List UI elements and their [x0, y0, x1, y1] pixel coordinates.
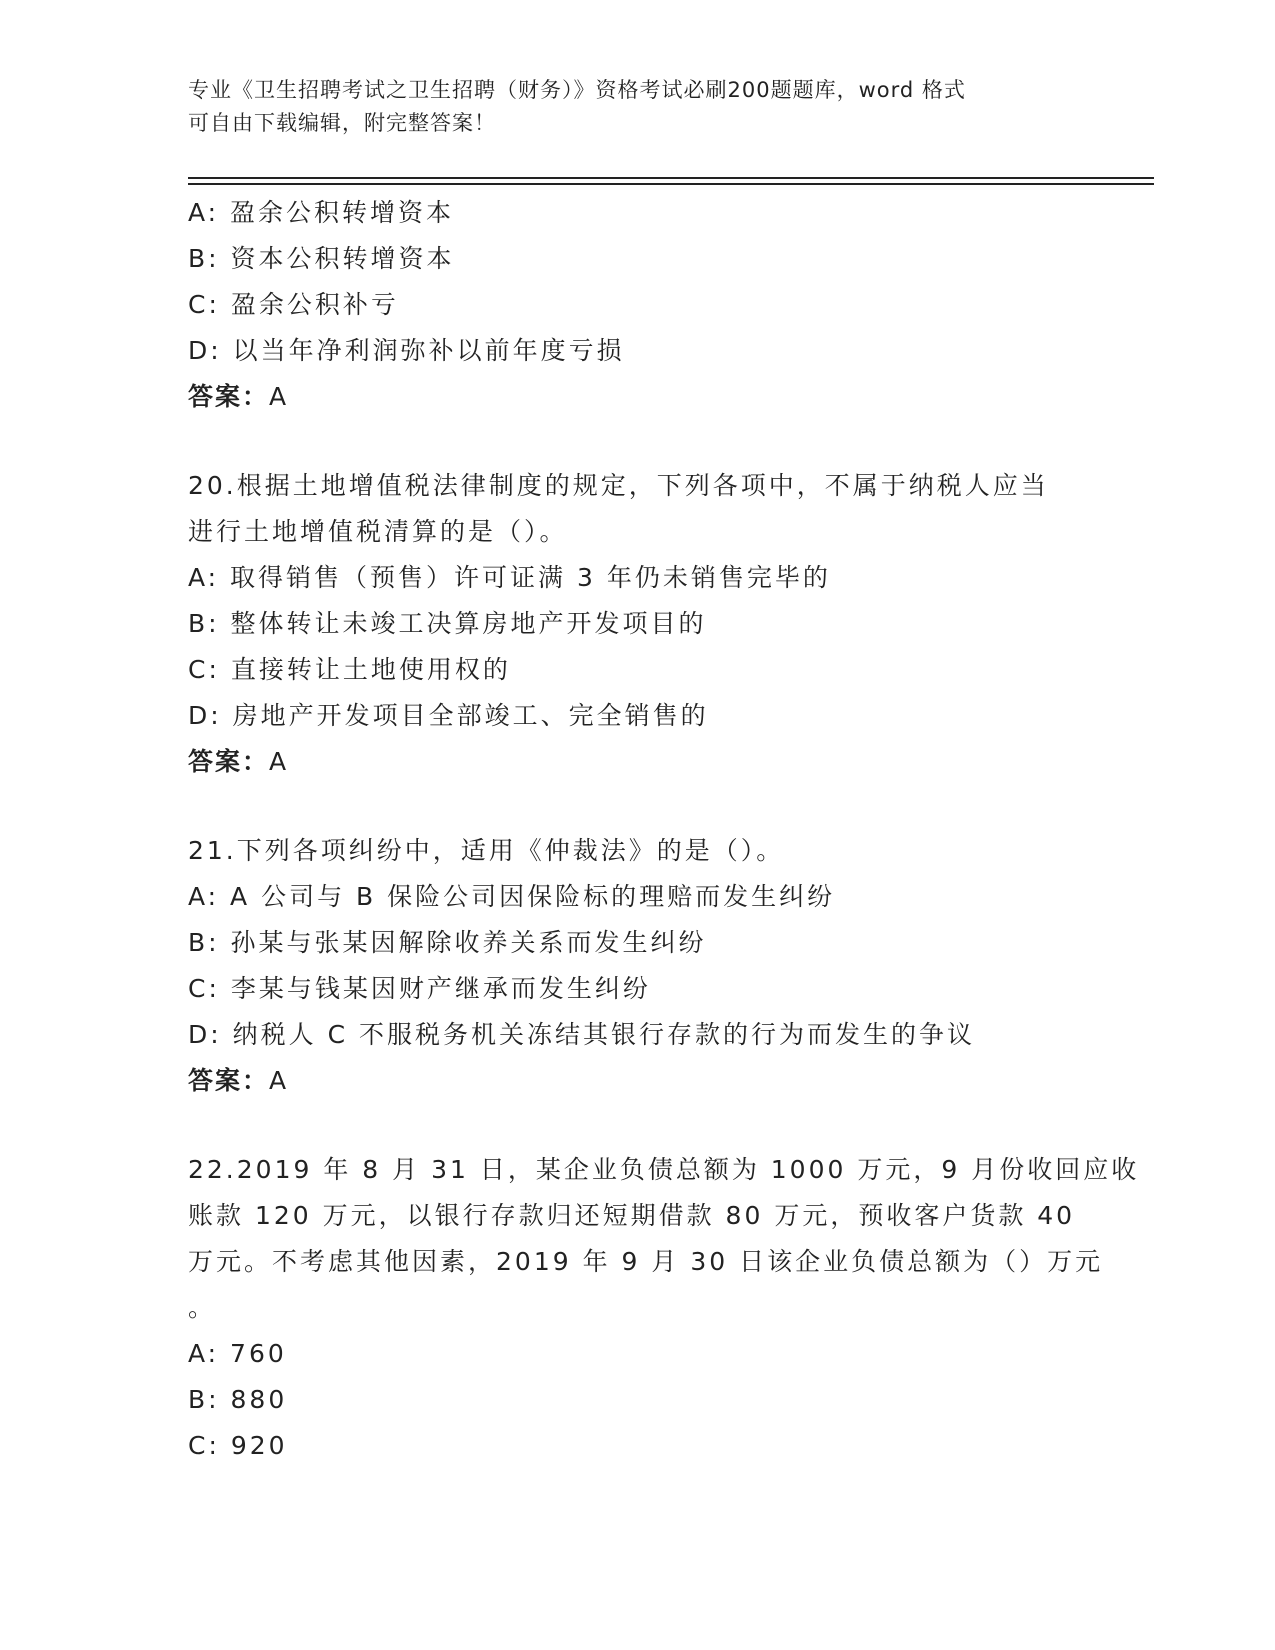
- question-19: [188, 190, 1088, 420]
- header-note-line-2: 可自由下载编辑，附完整答案！: [188, 111, 496, 135]
- option-d: D: 以当年净利润弥补以前年度亏损: [188, 336, 625, 365]
- question-stem: 20.根据土地增值税法律制度的规定，下列各项中，不属于纳税人应当: [188, 471, 1049, 500]
- answer-line: [188, 1058, 1088, 1104]
- option-c: C: 直接转让土地使用权的: [188, 655, 511, 684]
- question-stem: 22.2019 年 8 月 31 日，某企业负债总额为 1000 万元，9 月份收回应收: [188, 1155, 1140, 1184]
- option-c: C: 920: [188, 1431, 288, 1460]
- question-stem: 账款 120 万元，以银行存款归还短期借款 80 万元，预收客户货款 40: [188, 1201, 1076, 1230]
- answer-value: A: [269, 747, 289, 776]
- option-a: A: 760: [188, 1339, 287, 1368]
- question-stem: 。: [188, 1293, 217, 1322]
- option-b: B: 整体转让未竣工决算房地产开发项目的: [188, 609, 707, 638]
- answer-label: 答案：: [188, 747, 270, 776]
- question-22: [188, 1147, 1140, 1469]
- header-rule-bottom: [188, 183, 1154, 185]
- option-d: D: 房地产开发项目全部竣工、完全销售的: [188, 701, 709, 730]
- option-c: C: 盈余公积补亏: [188, 290, 399, 319]
- question-stem: 万元。不考虑其他因素，2019 年 9 月 30 日该企业负债总额为（）万元: [188, 1247, 1104, 1276]
- header-note: [188, 74, 1068, 140]
- question-20: [188, 463, 1088, 785]
- header-rule-top: [188, 177, 1154, 179]
- answer-value: A: [269, 1066, 289, 1095]
- header-note-line-1: 专业《卫生招聘考试之卫生招聘（财务）》资格考试必刷200题题库，word 格式: [188, 78, 966, 102]
- option-b: B: 孙某与张某因解除收养关系而发生纠纷: [188, 928, 707, 957]
- option-a: A: 取得销售（预售）许可证满 3 年仍未销售完毕的: [188, 563, 831, 592]
- answer-value: A: [269, 382, 289, 411]
- question-content: [188, 190, 1140, 1469]
- answer-label: 答案：: [188, 1066, 270, 1095]
- question-stem: 进行土地增值税清算的是（）。: [188, 517, 568, 546]
- answer-label: 答案：: [188, 382, 270, 411]
- option-a: A: 盈余公积转增资本: [188, 198, 455, 227]
- answer-line: [188, 739, 1088, 785]
- option-d: D: 纳税人 C 不服税务机关冻结其银行存款的行为而发生的争议: [188, 1020, 975, 1049]
- question-21: [188, 828, 1088, 1104]
- option-b: B: 资本公积转增资本: [188, 244, 455, 273]
- option-b: B: 880: [188, 1385, 288, 1414]
- option-a: A: A 公司与 B 保险公司因保险标的理赔而发生纠纷: [188, 882, 836, 911]
- question-stem: 21.下列各项纠纷中，适用《仲裁法》的是（）。: [188, 836, 785, 865]
- answer-line: [188, 374, 1088, 420]
- option-c: C: 李某与钱某因财产继承而发生纠纷: [188, 974, 651, 1003]
